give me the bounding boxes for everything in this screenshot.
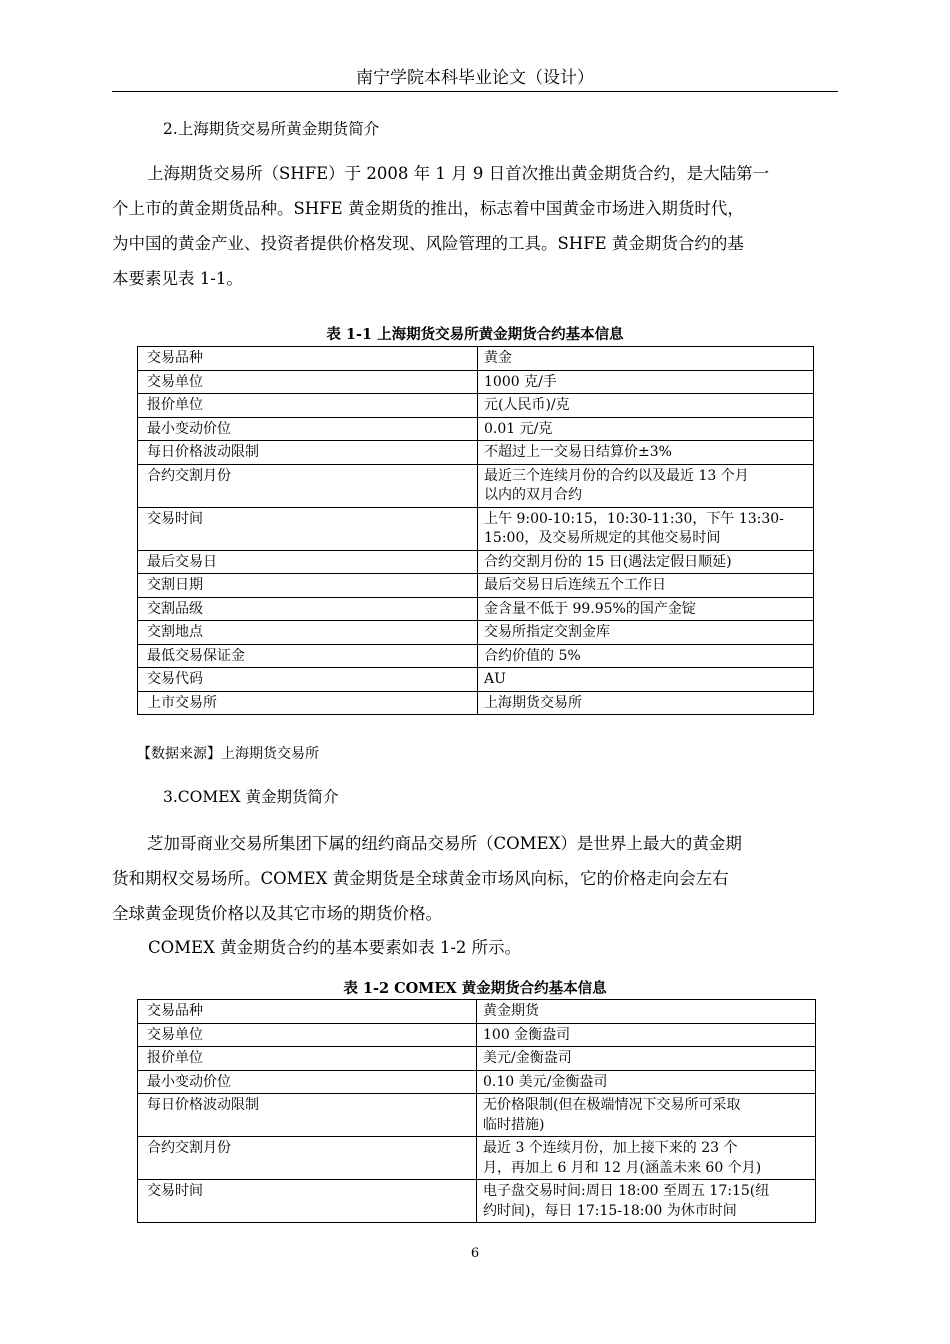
- table-cell-field: 每日价格波动限制: [138, 441, 478, 465]
- table-cell-field: 交易单位: [138, 370, 478, 394]
- table-row: [138, 417, 814, 441]
- table-row: [138, 668, 814, 692]
- paragraph-line: 为中国的黄金产业、投资者提供价格发现、风险管理的工具。SHFE 黄金期货合约的基: [112, 234, 744, 253]
- table-cell-field: 最小变动价位: [138, 1070, 477, 1094]
- table-cell-value: 不超过上一交易日结算价±3%: [478, 441, 814, 465]
- table-cell-value: 电子盘交易时间:周日 18:00 至周五 17:15(纽 约时间)，每日 17:15-18:00 为休市时间: [477, 1180, 816, 1223]
- table-cell-field: 合约交割月份: [138, 1137, 477, 1180]
- section-3-paragraph: [112, 826, 838, 931]
- table-row: [138, 464, 814, 507]
- page-number: 6: [470, 1246, 480, 1261]
- table-row: [138, 441, 814, 465]
- paragraph-line: 本要素见表 1-1。: [112, 269, 243, 288]
- table-cell-field: 交易品种: [138, 347, 478, 371]
- table-cell-field: 交割日期: [138, 574, 478, 598]
- table-cell-value: 最后交易日后连续五个工作日: [478, 574, 814, 598]
- table-cell-field: 交易时间: [138, 1180, 477, 1223]
- table-row: [138, 574, 814, 598]
- table-1: [137, 346, 814, 715]
- table-1-source: 【数据来源】上海期货交易所: [137, 746, 319, 762]
- table-row: [138, 1070, 816, 1094]
- page-header-title: 南宁学院本科毕业论文（设计）: [356, 68, 594, 88]
- table-row: [138, 1094, 816, 1137]
- table-cell-value: 黄金期货: [477, 1000, 816, 1024]
- paragraph-line: 全球黄金现货价格以及其它市场的期货价格。: [112, 904, 442, 923]
- table-row: [138, 1137, 816, 1180]
- table-cell-field: 合约交割月份: [138, 464, 478, 507]
- table-cell-field: 交易时间: [138, 507, 478, 550]
- table-cell-value: 金含量不低于 99.95%的国产金锭: [478, 597, 814, 621]
- table-row: [138, 621, 814, 645]
- table-2-caption: 表 1-2 COMEX 黄金期货合约基本信息: [343, 980, 607, 997]
- header-divider: [112, 91, 838, 92]
- table-cell-value: 合约交割月份的 15 日(遇法定假日顺延): [478, 550, 814, 574]
- table-cell-field: 报价单位: [138, 394, 478, 418]
- table-row: [138, 394, 814, 418]
- table-cell-value: 元(人民币)/克: [478, 394, 814, 418]
- table-cell-value: 上午 9:00-10:15，10:30-11:30，下午 13:30- 15:00，及交易所规定的其他交易时间: [478, 507, 814, 550]
- paragraph-line: 上海期货交易所（SHFE）于 2008 年 1 月 9 日首次推出黄金期货合约，是大陆第一: [147, 164, 770, 183]
- section-3-paragraph-2: COMEX 黄金期货合约的基本要素如表 1-2 所示。: [148, 938, 522, 957]
- table-row: [138, 1023, 816, 1047]
- table-row: [138, 597, 814, 621]
- table-cell-value: 0.01 元/克: [478, 417, 814, 441]
- table-cell-value: 1000 克/手: [478, 370, 814, 394]
- paragraph-line: 个上市的黄金期货品种。SHFE 黄金期货的推出，标志着中国黄金市场进入期货时代，: [112, 199, 744, 218]
- table-cell-field: 交割品级: [138, 597, 478, 621]
- table-row: [138, 507, 814, 550]
- table-1-caption: 表 1-1 上海期货交易所黄金期货合约基本信息: [326, 326, 624, 343]
- table-cell-value: AU: [478, 668, 814, 692]
- table-cell-field: 交易品种: [138, 1000, 477, 1024]
- table-row: [138, 370, 814, 394]
- table-cell-value: 合约价值的 5%: [478, 644, 814, 668]
- table-row: [138, 691, 814, 715]
- table-row: [138, 1000, 816, 1024]
- section-2-paragraph: [112, 156, 838, 296]
- table-cell-field: 每日价格波动限制: [138, 1094, 477, 1137]
- paragraph-line: 货和期权交易场所。COMEX 黄金期货是全球黄金市场风向标，它的价格走向会左右: [112, 869, 729, 888]
- table-row: [138, 644, 814, 668]
- table-row: [138, 550, 814, 574]
- table-cell-value: 上海期货交易所: [478, 691, 814, 715]
- table-2: [137, 999, 816, 1223]
- table-cell-value: 黄金: [478, 347, 814, 371]
- table-cell-field: 报价单位: [138, 1047, 477, 1071]
- table-row: [138, 347, 814, 371]
- table-cell-field: 上市交易所: [138, 691, 478, 715]
- table-cell-field: 交割地点: [138, 621, 478, 645]
- table-cell-field: 交易代码: [138, 668, 478, 692]
- table-cell-value: 100 金衡盎司: [477, 1023, 816, 1047]
- section-2-heading: 2.上海期货交易所黄金期货简介: [163, 120, 380, 138]
- table-cell-field: 最后交易日: [138, 550, 478, 574]
- table-cell-value: 美元/金衡盎司: [477, 1047, 816, 1071]
- table-cell-value: 最近 3 个连续月份，加上接下来的 23 个 月，再加上 6 月和 12 月(涵盖未来 60 个月): [477, 1137, 816, 1180]
- section-3-heading: 3.COMEX 黄金期货简介: [163, 788, 339, 806]
- table-cell-field: 交易单位: [138, 1023, 477, 1047]
- table-cell-field: 最小变动价位: [138, 417, 478, 441]
- table-cell-value: 交易所指定交割金库: [478, 621, 814, 645]
- table-row: [138, 1180, 816, 1223]
- table-row: [138, 1047, 816, 1071]
- paragraph-line: 芝加哥商业交易所集团下属的纽约商品交易所（COMEX）是世界上最大的黄金期: [147, 834, 742, 853]
- table-cell-field: 最低交易保证金: [138, 644, 478, 668]
- table-cell-value: 最近三个连续月份的合约以及最近 13 个月 以内的双月合约: [478, 464, 814, 507]
- table-cell-value: 0.10 美元/金衡盎司: [477, 1070, 816, 1094]
- table-cell-value: 无价格限制(但在极端情况下交易所可采取 临时措施): [477, 1094, 816, 1137]
